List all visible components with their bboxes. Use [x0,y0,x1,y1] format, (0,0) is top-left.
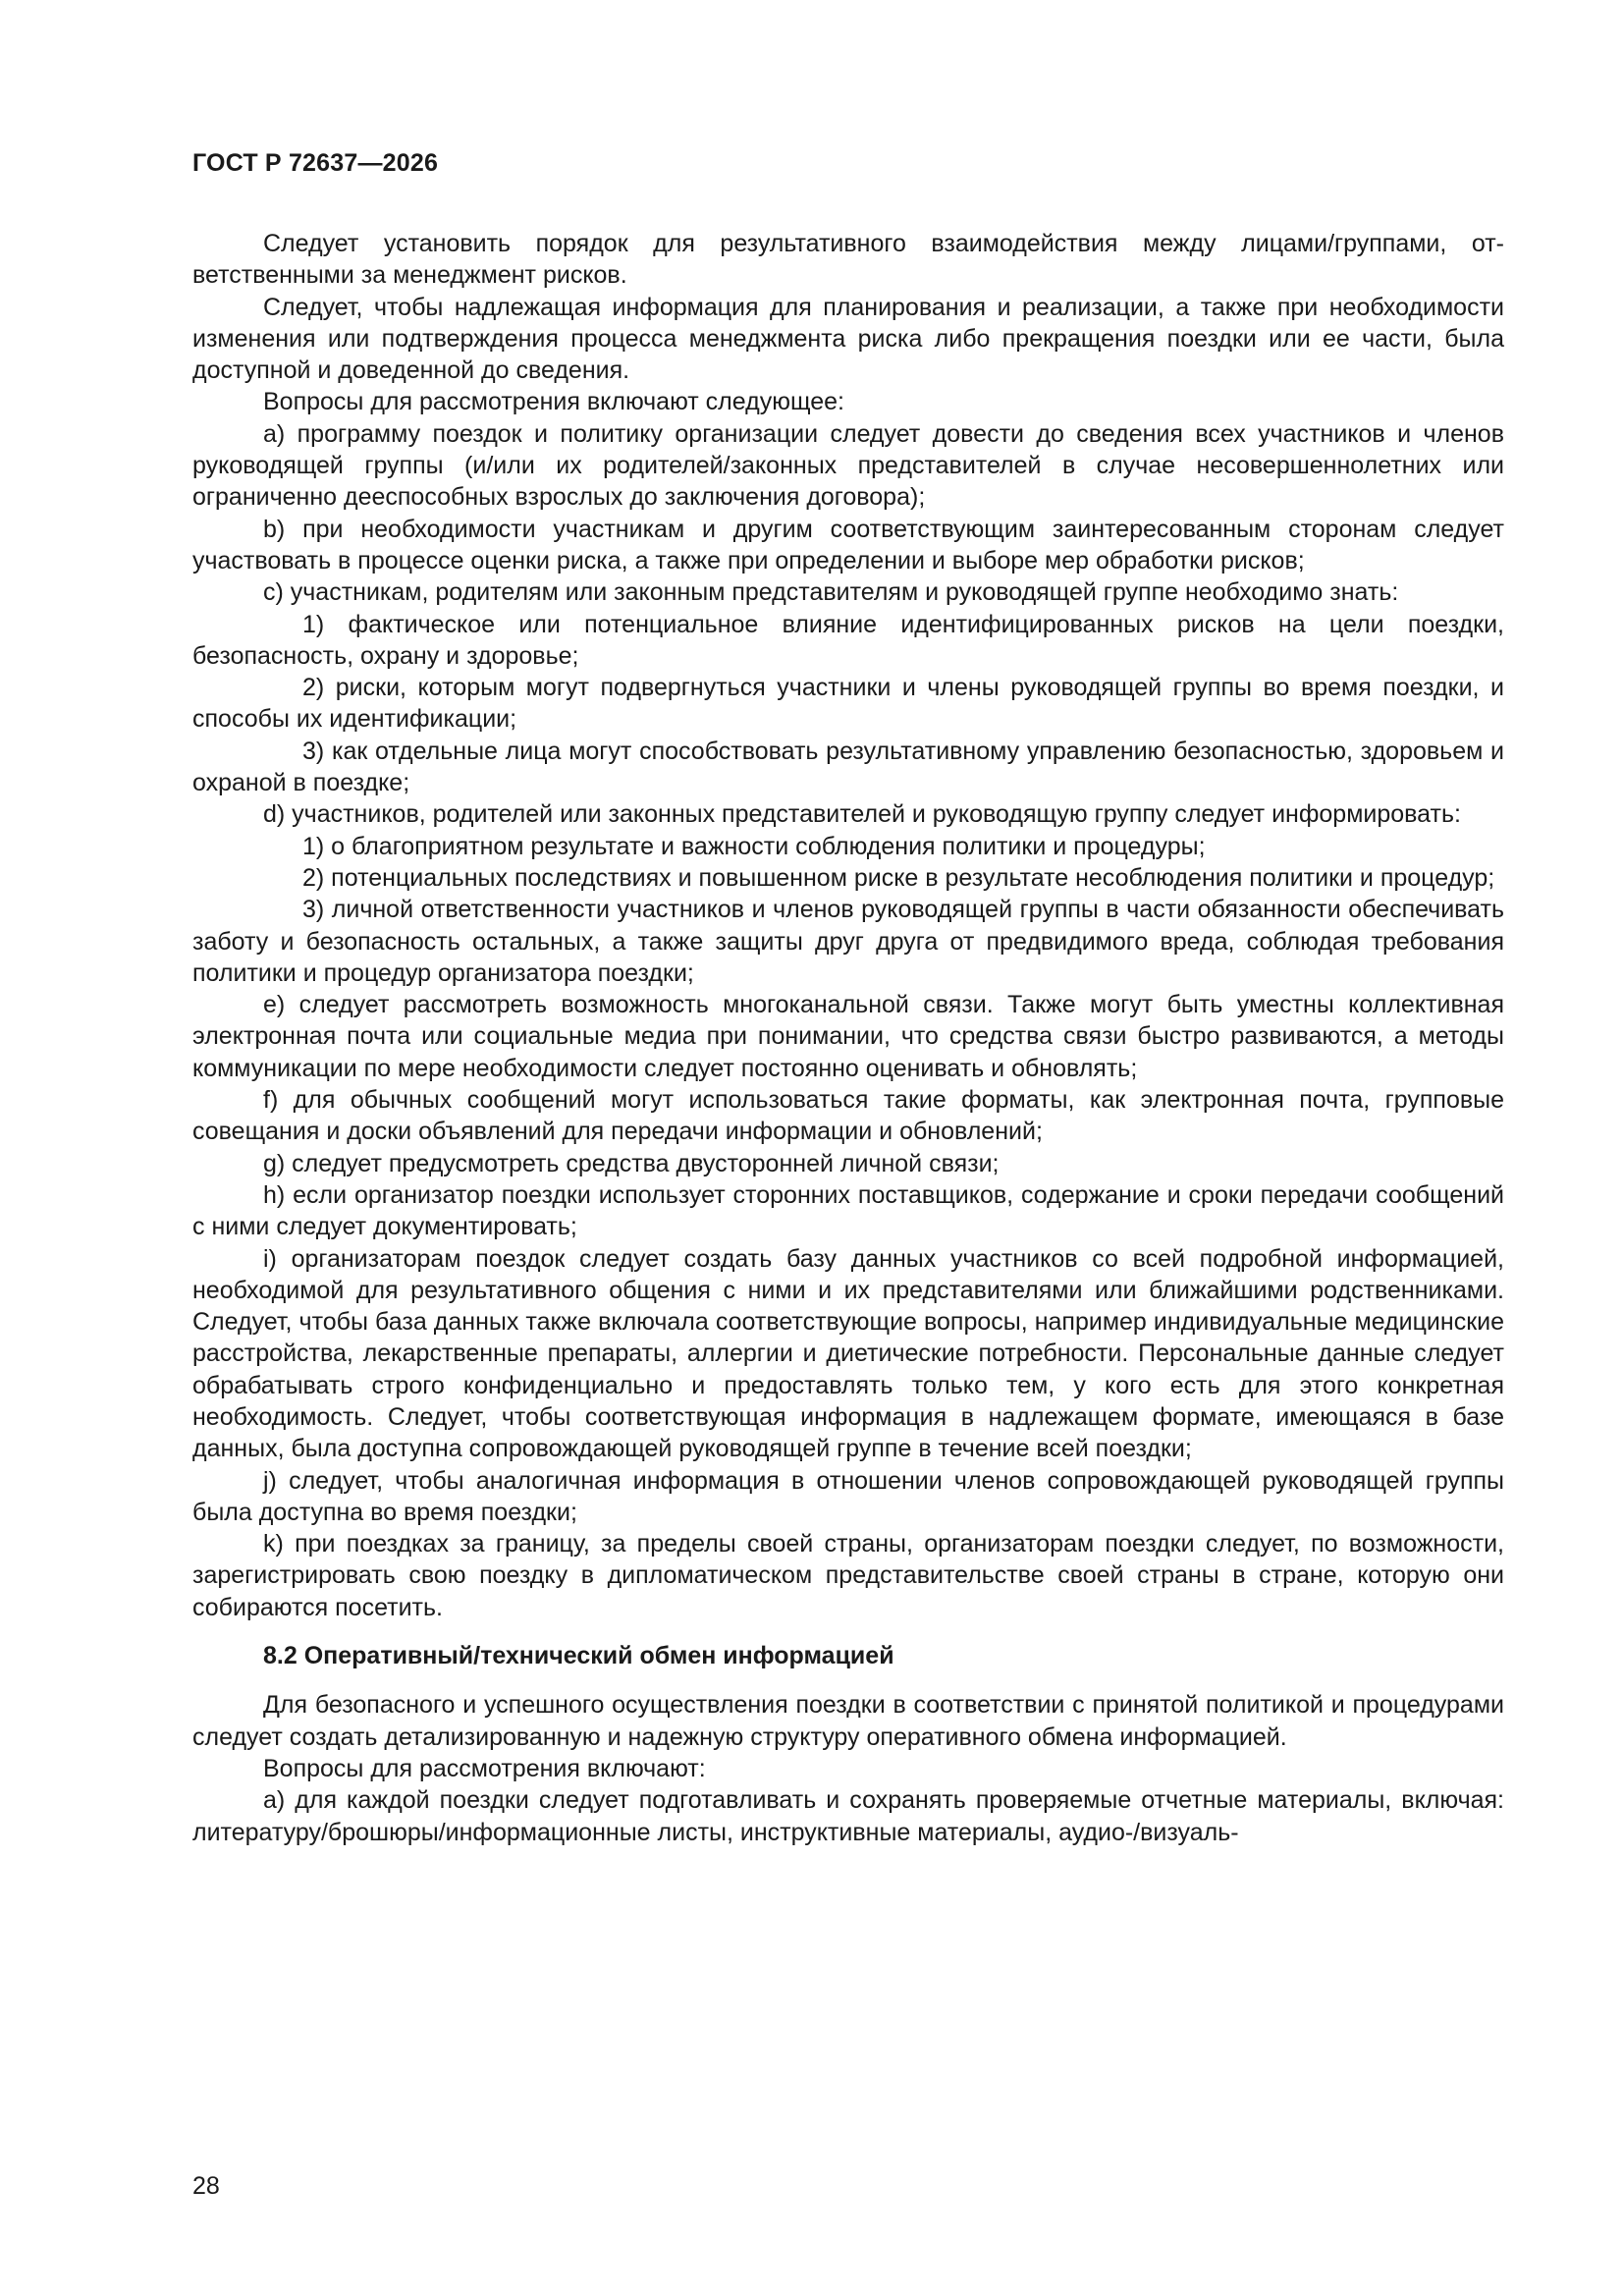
paragraph: a) для каждой поездки следует подготавливать и сохранять проверяемые отчетные материалы, включая: литературу/брошюры/информационные листы, инструктивные материалы, аудио-/визуаль- [192,1786,1504,1846]
paragraph: f) для обычных сообщений могут использоваться такие форматы, как электронная почта, групповые совещания и доски объявлений для передачи информации и обновлений; [192,1086,1504,1146]
paragraph: Для безопасного и успешного осуществления поездки в соответствии с принятой политикой и процедурами следует создать детализированную и надежную структуру оперативного обмена информацией. [192,1691,1504,1751]
list-subitem: 1) о благоприятном результате и важности соблюдения политики и процедуры; [302,832,1206,860]
paragraph: Вопросы для рассмотрения включают: [263,1754,706,1782]
list-subitem: 3) как отдельные лица могут способствовать результативному управлению безопасностью, здоровьем и охраной в поездке; [192,737,1504,797]
list-subitem: 1) фактическое или потенциальное влияние идентифицированных рисков на цели поездки, безопасность, охрану и здоровье; [192,610,1504,670]
paragraph: e) следует рассмотреть возможность многоканальной связи. Также могут быть уместны коллективная электронная почта или социальные медиа при понимании, что средства связи быстро развиваются, а методы коммуникации по мере необходимости следует постоянно оценивать и обновлять; [192,991,1504,1082]
paragraphs-before-section [192,228,1504,1623]
paragraphs-after-section [192,1689,1504,1847]
paragraph: j) следует, чтобы аналогичная информация в отношении членов сопровождающей руководящей группы была доступна во время поездки; [192,1466,1504,1526]
section-title: 8.2 Оперативный/технический обмен информацией [263,1642,894,1670]
paragraph: d) участников, родителей или законных представителей и руководящую группу следует информировать: [263,800,1461,829]
paragraph: g) следует предусмотреть средства двусторонней личной связи; [263,1149,1000,1177]
paragraph: Следует, чтобы надлежащая информация для планирования и реализации, а также при необходимости изменения или подтверждения процесса менеджмента риска либо прекращения поездки или ее части, была доступной и доведенной до сведения. [192,293,1504,385]
paragraph: b) при необходимости участникам и другим соответствующим заинтересованным сторонам следует участвовать в процессе оценки риска, а также при определении и выборе мер обработки рисков; [192,515,1504,574]
paragraph: h) если организатор поездки использует сторонних поставщиков, содержание и сроки передачи сообщений с ними следует документировать; [192,1180,1504,1241]
list-subitem: 3) личной ответственности участников и членов руководящей группы в части обязанности обеспечивать заботу и безопасность остальных, а также защиты друг друга от предвидимого вреда, соблюдая требования политики и процедур организатора поездки; [192,896,1504,987]
paragraph: a) программу поездок и политику организации следует довести до сведения всех участников и членов руководящей группы (и/или их родителей/законных представителей в случае несовершеннолетних или ограниченно дееспособных взрослых до заключения договора); [192,419,1504,512]
document-body [192,228,1504,1848]
page-number: 28 [192,2172,220,2200]
list-subitem: 2) потенциальных последствиях и повышенном риске в результате несоблюдения политики и процедур; [302,863,1495,892]
paragraph: Следует установить порядок для результативного взаимодействия между лицами/группами, ответственными за менеджмент рисков. [192,230,1504,290]
paragraph: i) организаторам поездок следует создать базу данных участников со всей подробной информацией, необходимой для результативного общения с ними и их представителями или ближайшими родственниками. Следует, чтобы база данных также включала соответствующие вопросы, например индивидуальные медицинские расстройства, лекарственные препараты, аллергии и диетические потребности. Персональные данные следует обрабатывать строго конфиденциально и предоставлять только тем, у кого есть для этого конкретная необходимость. Следует, чтобы соответствующая информация в надлежащем формате, имеющаяся в базе данных, была доступна сопровождающей руководящей группе в течение всей поездки; [192,1244,1504,1463]
list-subitem: 2) риски, которым могут подвергнуться участники и члены руководящей группы во время поездки, и способы их идентификации; [192,674,1504,734]
paragraph: k) при поездках за границу, за пределы своей страны, организаторам поездки следует, по возможности, зарегистрировать свою поездку в дипломатическом представительстве своей страны в стране, которую они собираются посетить. [192,1530,1504,1621]
document-header: ГОСТ Р 72637—2026 [192,149,439,177]
paragraph: Вопросы для рассмотрения включают следующее: [263,388,844,416]
paragraph: c) участникам, родителям или законным представителям и руководящей группе необходимо знать: [263,578,1399,607]
